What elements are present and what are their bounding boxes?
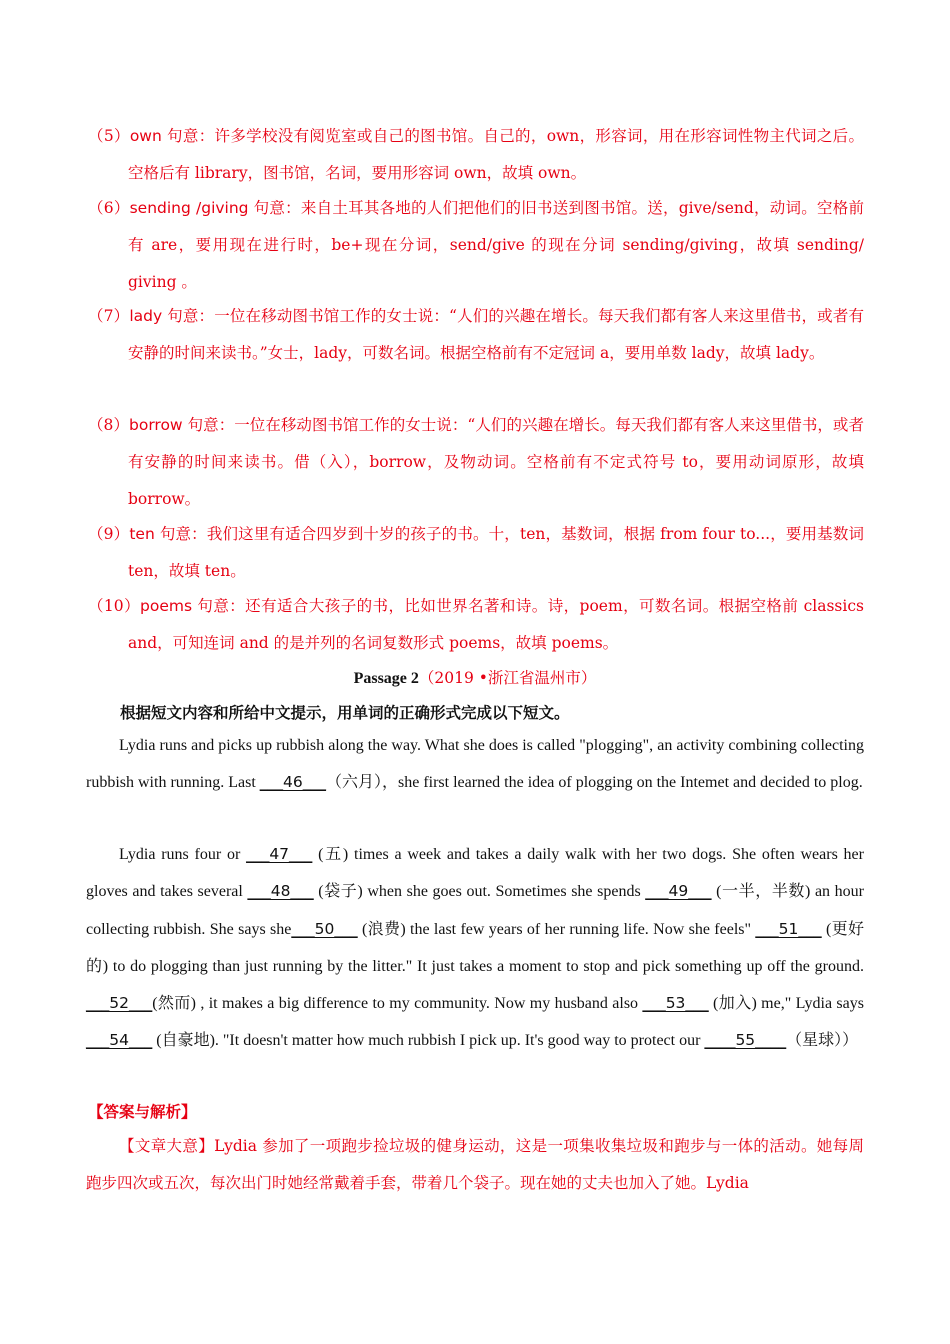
blank-52[interactable]: ___52___: [86, 994, 153, 1013]
answer-word: lady: [129, 307, 163, 325]
paragraph-text: (浪费) the last few years of her running life. Now she feels": [357, 920, 756, 938]
blank-48[interactable]: ___48___: [247, 882, 314, 901]
instruction-text: 根据短文内容和所给中文提示，用单词的正确形式完成以下短文。: [120, 703, 570, 722]
item-number: （10）: [88, 597, 140, 615]
answer-word: poems: [140, 597, 193, 615]
answer-word: own: [129, 127, 162, 145]
passage-name: Passage 2: [353, 670, 419, 687]
answer-header: 【答案与解析】: [88, 1102, 197, 1121]
answer-word: sending /giving: [129, 199, 249, 217]
blank-53[interactable]: ___53___: [642, 994, 709, 1013]
paragraph-text: （星球））: [786, 1032, 859, 1050]
item-number: （7）: [88, 307, 130, 325]
item-number: （6）: [88, 199, 130, 217]
paragraph-text: (然而) , it makes a big difference to my community. Now my husband also: [152, 995, 643, 1013]
paragraph-text: （六月），she first learned the idea of plogging on the Intemet and decided to plog.: [326, 774, 863, 792]
explanation-text: 句意：来自土耳其各地的人们把他们的旧书送到图书馆。送，give/send，动词。空格前有 are，要用现在进行时，be+现在分词，send/give 的现在分词 sending/giving，故填 sending/ giving 。: [128, 199, 864, 291]
answer-item-10: [88, 588, 864, 662]
blank-50[interactable]: ___50___: [291, 919, 358, 938]
answer-word: borrow: [129, 416, 183, 434]
blank-49[interactable]: ___49___: [645, 882, 712, 901]
paragraph-text: (一半，半数) an hour collecting rubbish. She says she: [86, 883, 864, 938]
answer-item-5: [88, 118, 864, 192]
paragraph-text: Lydia runs four or: [119, 846, 247, 863]
explanation-text: 句意：还有适合大孩子的书，比如世界名著和诗。诗，poem，可数名词。根据空格前 classics and，可知连词 and 的是并列的名词复数形式 poems，故填 poems。: [128, 597, 864, 652]
item-number: （9）: [88, 525, 130, 543]
blank-46[interactable]: ___46___: [259, 773, 326, 792]
paragraph-text: (加入) me," Lydia says: [708, 995, 864, 1013]
passage-title: [0, 665, 950, 692]
paragraph-text: (更好的) to do plogging than just running by the litter." It just takes a moment to stop and pick something up off the ground.: [86, 920, 864, 975]
blank-55[interactable]: ____55____: [704, 1031, 787, 1050]
answer-item-8: [88, 407, 864, 518]
answer-item-6: [88, 190, 864, 301]
answer-item-7: [88, 298, 864, 372]
item-number: （8）: [88, 416, 129, 434]
paragraph-text: (袋子) when she goes out. Sometimes she spends: [313, 883, 646, 901]
paragraph-text: Lydia runs and picks up rubbish along the way. What she does is called "plogging", an activity combining collecting rubbish with running. Last: [86, 737, 864, 792]
explanation-text: 句意：一位在移动图书馆工作的女士说：“人们的兴趣在增长。每天我们都有客人来这里借书，或者有安静的时间来读书。”女士，lady，可数名词。根据空格前有不定冠词 a，要用单数 lady，故填 lady。: [128, 307, 864, 362]
blank-47[interactable]: ___47___: [246, 845, 313, 863]
passage-paragraph-2: [86, 836, 864, 1060]
answer-word: ten: [129, 525, 155, 543]
explanation-text: 句意：一位在移动图书馆工作的女士说：“人们的兴趣在增长。每天我们都有客人来这里借书，或者有安静的时间来读书。借（入），borrow，及物动词。空格前有不定式符号 to，要用动词原形，故填 borrow。: [128, 416, 864, 508]
blank-51[interactable]: ___51___: [755, 919, 822, 938]
paragraph-text: (五) times a week and takes a daily walk with her two dogs. She often wears her gloves and takes several: [86, 846, 864, 901]
summary-text: 【文章大意】Lydia 参加了一项跑步捡垃圾的健身运动，这是一项集收集垃圾和跑步与一体的活动。她每周跑步四次或五次，每次出门时她经常戴着手套，带着几个袋子。现在她的丈夫也加入了她。Lydia: [86, 1137, 864, 1193]
blank-54[interactable]: ___54___: [86, 1031, 153, 1050]
passage-source: （2019 •浙江省温州市）: [418, 669, 597, 687]
answer-item-9: [88, 516, 864, 590]
explanation-text: 句意：我们这里有适合四岁到十岁的孩子的书。十，ten，基数词，根据 from four to...，要用基数词 ten，故填 ten。: [128, 525, 864, 580]
passage-paragraph-1: [86, 727, 864, 802]
item-number: （5）: [88, 127, 130, 145]
explanation-text: 句意：许多学校没有阅览室或自己的图书馆。自己的，own，形容词，用在形容词性物主代词之后。空格后有 library，图书馆，名词，要用形容词 own，故填 own。: [128, 127, 864, 182]
paragraph-text: (自豪地). "It doesn't matter how much rubbish I pick up. It's good way to protect our: [152, 1032, 705, 1050]
